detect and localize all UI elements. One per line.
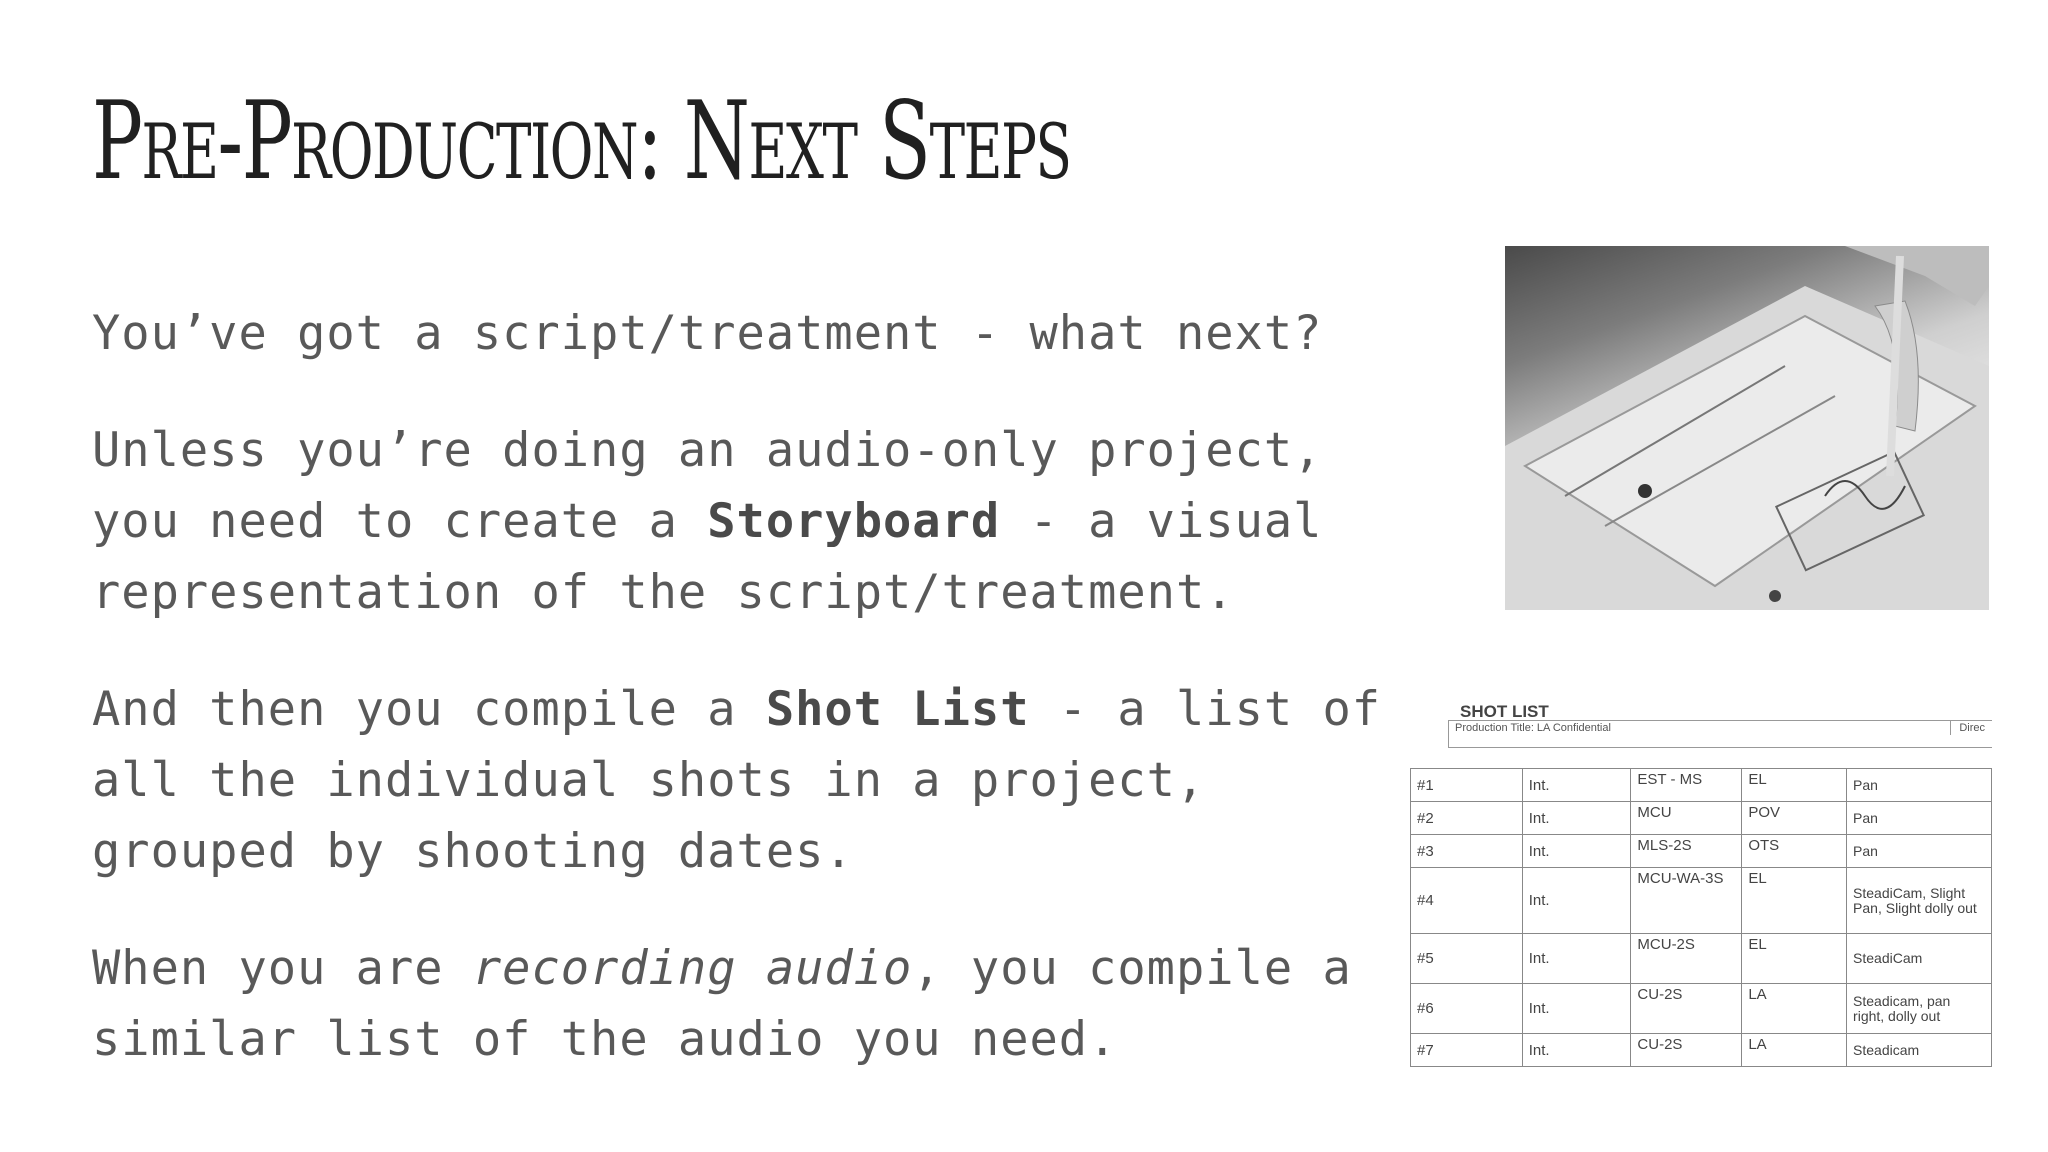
shot-list-image: [1400, 694, 1992, 1080]
shot-list-cell-shot: MLS-2S: [1631, 835, 1742, 868]
paragraph-intro: [92, 298, 1392, 369]
paragraph-shot-list: [92, 674, 1392, 887]
shot-list-text-before: And then you compile a: [92, 682, 766, 737]
shot-list-cell-move: SteadiCam, Slight Pan, Slight dolly out: [1847, 868, 1992, 934]
shot-list-cell-shot: CU-2S: [1631, 984, 1742, 1034]
shot-list-cell-shot: EST - MS: [1631, 769, 1742, 802]
shot-list-cell-loc: Int.: [1522, 802, 1631, 835]
shot-list-cell-num: #2: [1411, 802, 1523, 835]
shot-list-row: [1411, 802, 1992, 835]
shot-list-cell-num: #6: [1411, 984, 1523, 1034]
shot-list-cell-num: #3: [1411, 835, 1523, 868]
shot-list-cell-shot: MCU-2S: [1631, 934, 1742, 984]
shot-list-cell-angle: POV: [1742, 802, 1847, 835]
shot-list-cell-num: #4: [1411, 868, 1523, 934]
shot-list-cell-loc: Int.: [1522, 769, 1631, 802]
shot-list-row: [1411, 1034, 1992, 1067]
shot-list-cell-move: SteadiCam: [1847, 934, 1992, 984]
shot-list-heading: SHOT LIST: [1460, 702, 1549, 721]
slide-title: Pre-Production: Next Steps: [92, 79, 1071, 204]
storyboard-text-before: Unless you’re doing an audio-only project, you need to create a: [92, 423, 1323, 549]
shot-list-cell-loc: Int.: [1522, 934, 1631, 984]
paragraph-storyboard: [92, 415, 1392, 628]
shot-list-cell-shot: MCU: [1631, 802, 1742, 835]
slide-body: [92, 298, 1392, 1121]
shot-list-cell-loc: Int.: [1522, 868, 1631, 934]
shot-list-cell-loc: Int.: [1522, 1034, 1631, 1067]
shot-list-row: [1411, 984, 1992, 1034]
production-title-box: [1448, 720, 1992, 748]
director-label: Direc: [1950, 721, 1985, 735]
shot-list-row: [1411, 769, 1992, 802]
shot-list-cell-num: #1: [1411, 769, 1523, 802]
intro-text: You’ve got a script/treatment - what next?: [92, 306, 1323, 361]
shot-list-cell-move: Steadicam, pan right, dolly out: [1847, 984, 1992, 1034]
shot-list-cell-loc: Int.: [1522, 984, 1631, 1034]
shot-list-term: Shot List: [765, 682, 1030, 737]
shot-list-cell-angle: OTS: [1742, 835, 1847, 868]
shot-list-cell-move: Steadicam: [1847, 1034, 1992, 1067]
storyboard-photo: [1505, 246, 1989, 610]
shot-list-cell-angle: EL: [1742, 934, 1847, 984]
shot-list-cell-angle: EL: [1742, 769, 1847, 802]
audio-text-before: When you are: [92, 941, 473, 996]
audio-term: recording audio: [472, 941, 913, 996]
shot-list-text-after: - a list of all the individual shots in a project, grouped by shooting dates.: [92, 682, 1382, 879]
shot-list-cell-move: Pan: [1847, 802, 1992, 835]
storyboard-text-after: - a visual representation of the script/treatment.: [92, 494, 1323, 620]
shot-list-row: [1411, 934, 1992, 984]
shot-list-cell-num: #7: [1411, 1034, 1523, 1067]
shot-list-cell-loc: Int.: [1522, 835, 1631, 868]
shot-list-table: [1410, 768, 1992, 1067]
shot-list-cell-angle: LA: [1742, 1034, 1847, 1067]
shot-list-cell-move: Pan: [1847, 769, 1992, 802]
shot-list-row: [1411, 835, 1992, 868]
shot-list-row: [1411, 868, 1992, 934]
shot-list-cell-shot: CU-2S: [1631, 1034, 1742, 1067]
paragraph-audio: [92, 933, 1392, 1075]
production-title: Production Title: LA Confidential: [1455, 722, 1611, 734]
shot-list-cell-num: #5: [1411, 934, 1523, 984]
shot-list-cell-angle: EL: [1742, 868, 1847, 934]
storyboard-term: Storyboard: [707, 494, 1001, 549]
shot-list-cell-shot: MCU-WA-3S: [1631, 868, 1742, 934]
shot-list-cell-angle: LA: [1742, 984, 1847, 1034]
audio-text-after: , you compile a similar list of the audio you need.: [92, 941, 1352, 1067]
shot-list-cell-move: Pan: [1847, 835, 1992, 868]
